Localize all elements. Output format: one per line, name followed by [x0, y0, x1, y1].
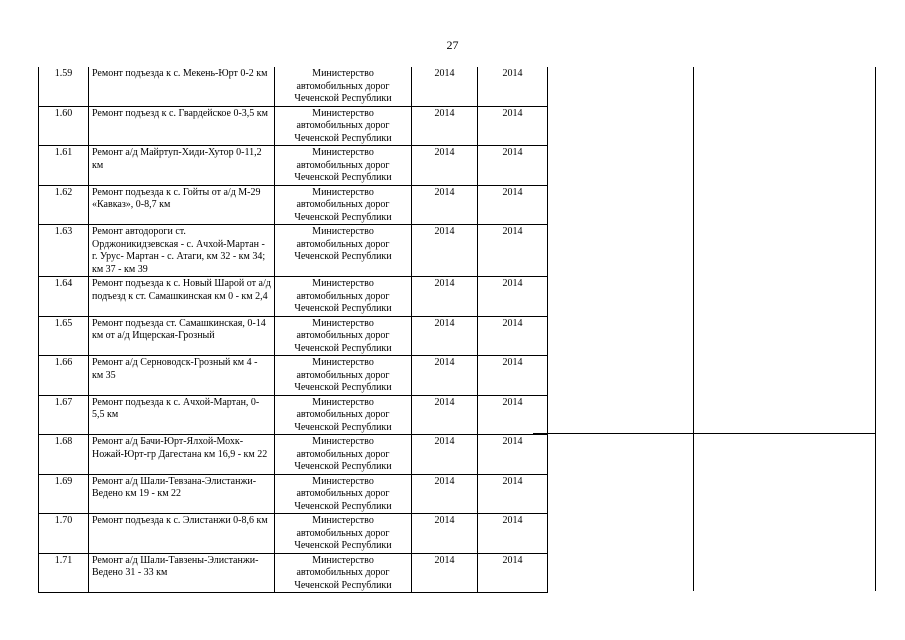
table-row	[39, 356, 548, 396]
table-row	[39, 474, 548, 514]
row-executor: Министерство автомобильных дорог Чеченской Республики	[275, 225, 412, 277]
column-divider	[875, 67, 876, 591]
row-year-end: 2014	[478, 474, 548, 514]
row-year-start: 2014	[412, 185, 478, 225]
row-executor: Министерство автомобильных дорог Чеченской Республики	[275, 106, 412, 146]
row-number: 1.68	[39, 435, 89, 475]
table-row	[39, 553, 548, 593]
table-row	[39, 435, 548, 475]
row-year-start: 2014	[412, 435, 478, 475]
row-year-start: 2014	[412, 553, 478, 593]
row-number: 1.70	[39, 514, 89, 554]
row-year-start: 2014	[412, 106, 478, 146]
row-number: 1.66	[39, 356, 89, 396]
row-year-end: 2014	[478, 277, 548, 317]
table-row	[39, 225, 548, 277]
row-year-start: 2014	[412, 395, 478, 435]
row-divider	[533, 433, 876, 434]
row-name: Ремонт а/д Майртуп-Хиди-Хутор 0-11,2 км	[89, 146, 275, 186]
row-number: 1.60	[39, 106, 89, 146]
row-number: 1.61	[39, 146, 89, 186]
row-executor: Министерство автомобильных дорог Чеченской Республики	[275, 277, 412, 317]
row-name: Ремонт подъезда к с. Элистанжи 0-8,6 км	[89, 514, 275, 554]
row-executor: Министерство автомобильных дорог Чеченской Республики	[275, 356, 412, 396]
row-name: Ремонт подъезд к с. Гвардейское 0-3,5 км	[89, 106, 275, 146]
table-row	[39, 146, 548, 186]
row-year-end: 2014	[478, 185, 548, 225]
row-year-start: 2014	[412, 514, 478, 554]
table-row	[39, 514, 548, 554]
page-number: 27	[446, 38, 459, 52]
row-number: 1.67	[39, 395, 89, 435]
table-body	[39, 67, 548, 593]
table-row	[39, 185, 548, 225]
row-name: Ремонт подъезда к с. Гойты от а/д М-29 «Кавказ», 0-8,7 км	[89, 185, 275, 225]
row-number: 1.71	[39, 553, 89, 593]
row-name: Ремонт а/д Шали-Тавзены-Элистанжи-Ведено 31 - 33 км	[89, 553, 275, 593]
row-year-end: 2014	[478, 553, 548, 593]
table-row	[39, 106, 548, 146]
row-number: 1.59	[39, 67, 89, 106]
row-name: Ремонт подъезда ст. Самашкинская, 0-14 км от а/д Ищерская-Грозный	[89, 316, 275, 356]
row-year-start: 2014	[412, 356, 478, 396]
row-name: Ремонт автодороги ст. Орджоникидзевская - с. Ачхой-Мартан - г. Урус- Мартан - с. Атаги, км 32 - км 34; км 37 - км 39	[89, 225, 275, 277]
row-executor: Министерство автомобильных дорог Чеченской Республики	[275, 474, 412, 514]
row-executor: Министерство автомобильных дорог Чеченской Республики	[275, 185, 412, 225]
row-executor: Министерство автомобильных дорог Чеченской Республики	[275, 67, 412, 106]
table-row	[39, 395, 548, 435]
row-year-start: 2014	[412, 316, 478, 356]
row-year-start: 2014	[412, 277, 478, 317]
row-name: Ремонт подъезда к с. Мекень-Юрт 0-2 км	[89, 67, 275, 106]
row-number: 1.64	[39, 277, 89, 317]
row-year-end: 2014	[478, 106, 548, 146]
row-year-end: 2014	[478, 514, 548, 554]
row-number: 1.69	[39, 474, 89, 514]
row-year-end: 2014	[478, 435, 548, 475]
row-name: Ремонт а/д Серноводск-Грозный км 4 - км 35	[89, 356, 275, 396]
row-executor: Министерство автомобильных дорог Чеченской Республики	[275, 146, 412, 186]
row-year-end: 2014	[478, 356, 548, 396]
row-year-start: 2014	[412, 67, 478, 106]
row-number: 1.63	[39, 225, 89, 277]
row-executor: Министерство автомобильных дорог Чеченской Республики	[275, 435, 412, 475]
table-row	[39, 316, 548, 356]
row-year-end: 2014	[478, 67, 548, 106]
row-name: Ремонт а/д Бачи-Юрт-Ялхой-Мохк-Ножай-Юрт-гр Дагестана км 16,9 - км 22	[89, 435, 275, 475]
row-year-start: 2014	[412, 146, 478, 186]
row-executor: Министерство автомобильных дорог Чеченской Республики	[275, 514, 412, 554]
row-executor: Министерство автомобильных дорог Чеченской Республики	[275, 395, 412, 435]
row-number: 1.62	[39, 185, 89, 225]
row-executor: Министерство автомобильных дорог Чеченской Республики	[275, 316, 412, 356]
row-year-start: 2014	[412, 225, 478, 277]
row-year-end: 2014	[478, 395, 548, 435]
row-executor: Министерство автомобильных дорог Чеченской Республики	[275, 553, 412, 593]
row-name: Ремонт подъезда к с. Ачхой-Мартан, 0-5,5 км	[89, 395, 275, 435]
row-name: Ремонт подъезда к с. Новый Шарой от а/д подъезд к ст. Самашкинская км 0 - км 2,4	[89, 277, 275, 317]
table-row	[39, 277, 548, 317]
row-number: 1.65	[39, 316, 89, 356]
row-name: Ремонт а/д Шали-Тевзана-Элистанжи-Ведено км 19 - км 22	[89, 474, 275, 514]
table-row	[39, 67, 548, 106]
column-divider	[693, 67, 694, 591]
row-year-end: 2014	[478, 225, 548, 277]
row-year-start: 2014	[412, 474, 478, 514]
row-year-end: 2014	[478, 316, 548, 356]
row-year-end: 2014	[478, 146, 548, 186]
program-table	[38, 67, 548, 593]
